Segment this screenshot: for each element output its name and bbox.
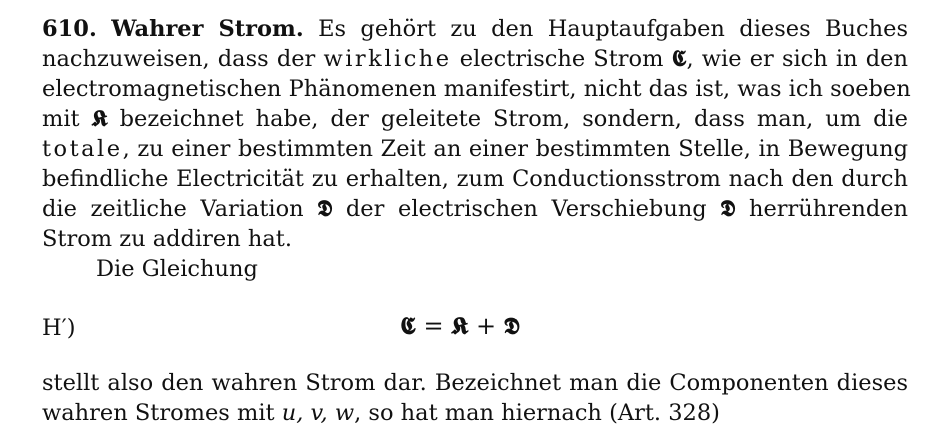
equation-term-K: 𝕶 (451, 311, 469, 340)
variables-uvw: u, v, w (281, 400, 355, 426)
text-segment: wahren Stromes mit (42, 400, 275, 426)
text-segment: der electrischen Verschiebung (345, 196, 707, 222)
symbol-D: 𝕯 (720, 196, 736, 222)
symbol-K: 𝕶 (91, 106, 108, 132)
equals-sign: = (415, 312, 452, 340)
text-segment: herrührenden (748, 196, 909, 222)
equation-lhs: 𝕮 (400, 311, 416, 340)
text-segment: , so hat man hiernach (Art. 328) (354, 400, 720, 426)
text-segment: Die Gleichung (96, 256, 258, 282)
text-line-10 (42, 368, 908, 398)
symbol-D-dot: 𝕯̇ (317, 196, 333, 222)
text-line-6 (42, 164, 908, 194)
text-segment: befindliche Electricität zu erhalten, zum Conductionsstrom nach den durch (42, 166, 908, 192)
text-line-2 (42, 44, 908, 74)
text-segment: electrische Strom (459, 46, 664, 72)
text-segment: electromagnetischen Phänomenen manifestirt, nicht das ist, was ich soeben (42, 76, 911, 102)
symbol-C: 𝕮 (671, 46, 687, 72)
text-segment: , zu einer bestimmten Zeit an einer bestimmten Stelle, in Bewegung (122, 136, 908, 162)
equation-term-D-dot: 𝕯̇ (503, 311, 520, 340)
equation-label: H′) (42, 315, 76, 341)
text-segment: nachzuweisen, dass der (42, 46, 316, 72)
text-segment: die zeitliche Variation (42, 196, 304, 222)
plus-sign: + (468, 312, 504, 340)
emphasis-text: wirkliche (323, 46, 452, 72)
text-segment: Strom zu addiren hat. (42, 226, 292, 252)
text-line-5 (42, 134, 908, 164)
text-line-11 (42, 398, 908, 428)
text-line-3 (42, 74, 911, 104)
text-segment: stellt also den wahren Strom dar. Bezeichnet man die Componenten dieses (42, 370, 908, 396)
text-line-9 (96, 254, 258, 284)
equation (400, 311, 520, 341)
section-heading: Wahrer Strom. (111, 16, 304, 42)
emphasis-text: totale (42, 136, 123, 162)
text-segment: mit (42, 106, 80, 132)
text-line-4 (42, 104, 908, 134)
text-segment: Es gehört zu den Hauptaufgaben dieses Buches (318, 16, 908, 42)
text-line-1 (42, 14, 908, 44)
text-segment: , wie er sich in den (686, 46, 908, 72)
text-segment: bezeichnet habe, der geleitete Strom, sondern, dass man, um die (119, 106, 908, 132)
text-line-7 (42, 194, 908, 224)
section-number: 610. (42, 16, 97, 42)
text-line-8 (42, 224, 908, 254)
